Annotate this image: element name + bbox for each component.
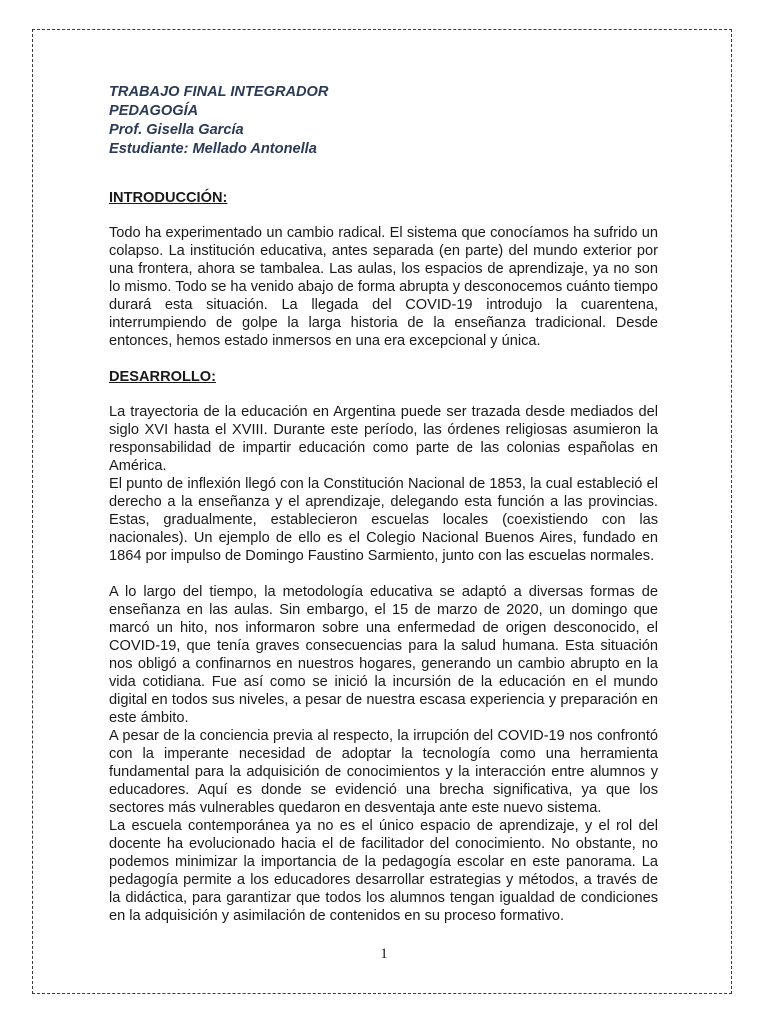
header-professor: Prof. Gisella García (109, 122, 244, 138)
section-title-introduccion: INTRODUCCIÓN: (109, 190, 228, 206)
paragraph-desarrollo-3: A lo largo del tiempo, la metodología educativa se adaptó a diversas formas de enseñanza en las aulas. Sin embargo, el 15 de marzo de 2020, un domingo que marcó un hito, nos informaron sobre una enfermedad de origen desconocido, el COVID-19, que tenía graves consecuencias para la salud humana. Esta situación nos obligó a confinarnos en nuestros hogares, generando un cambio abrupto en la vida cotidiana. Fue así como se inició la incursión de la educación en el mundo digital en todos sus niveles, a pesar de nuestra escasa experiencia y preparación en este ámbito. (109, 584, 658, 726)
document-header (109, 83, 658, 159)
document-body (109, 83, 658, 925)
paragraph-introduccion: Todo ha experimentado un cambio radical. El sistema que conocíamos ha sufrido un colapso. La institución educativa, antes separada (en parte) del mundo exterior por una frontera, ahora se tambalea. Las aulas, los espacios de aprendizaje, ya no son lo mismo. Todo se ha venido abajo de forma abrupta y desconocemos cuánto tiempo durará esta situación. La llegada del COVID-19 introdujo la cuarentena, interrumpiendo de golpe la larga historia de la enseñanza tradicional. Desde entonces, hemos estado inmersos en una era excepcional y única. (109, 225, 658, 349)
paragraph-desarrollo-4: A pesar de la conciencia previa al respecto, la irrupción del COVID-19 nos confrontó con la imperante necesidad de adoptar la tecnología como una herramienta fundamental para la adquisición de conocimientos y la interacción entre alumnos y educadores. Aquí es donde se evidenció una brecha significativa, ya que los sectores más vulnerables quedaron en desventaja ante este nuevo sistema. (109, 728, 658, 816)
paragraph-desarrollo-2: El punto de inflexión llegó con la Constitución Nacional de 1853, la cual estableció el derecho a la enseñanza y el aprendizaje, delegando esta función a las provincias. Estas, gradualmente, establecieron escuelas locales (coexistiendo con las nacionales). Un ejemplo de ello es el Colegio Nacional Buenos Aires, fundado en 1864 por impulso de Domingo Faustino Sarmiento, junto con las escuelas normales. (109, 476, 658, 564)
page-number: 1 (380, 946, 388, 962)
section-title-desarrollo: DESARROLLO: (109, 369, 217, 385)
header-subject: PEDAGOGÍA (109, 103, 199, 119)
header-student: Estudiante: Mellado Antonella (109, 141, 317, 157)
paragraph-desarrollo-5: La escuela contemporánea ya no es el único espacio de aprendizaje, y el rol del docente ha evolucionado hacia el de facilitador del conocimiento. No obstante, no podemos minimizar la importancia de la pedagogía escolar en este panorama. La pedagogía permite a los educadores desarrollar estrategias y métodos, a través de la didáctica, para garantizar que todos los alumnos tengan igualdad de condiciones en la adquisición y asimilación de contenidos en su proceso formativo. (109, 818, 658, 924)
header-title: TRABAJO FINAL INTEGRADOR (109, 84, 329, 100)
paragraph-desarrollo-1: La trayectoria de la educación en Argentina puede ser trazada desde mediados del siglo XVI hasta el XVIII. Durante este período, las órdenes religiosas asumieron la responsabilidad de impartir educación como parte de las colonias españolas en América. (109, 404, 658, 474)
